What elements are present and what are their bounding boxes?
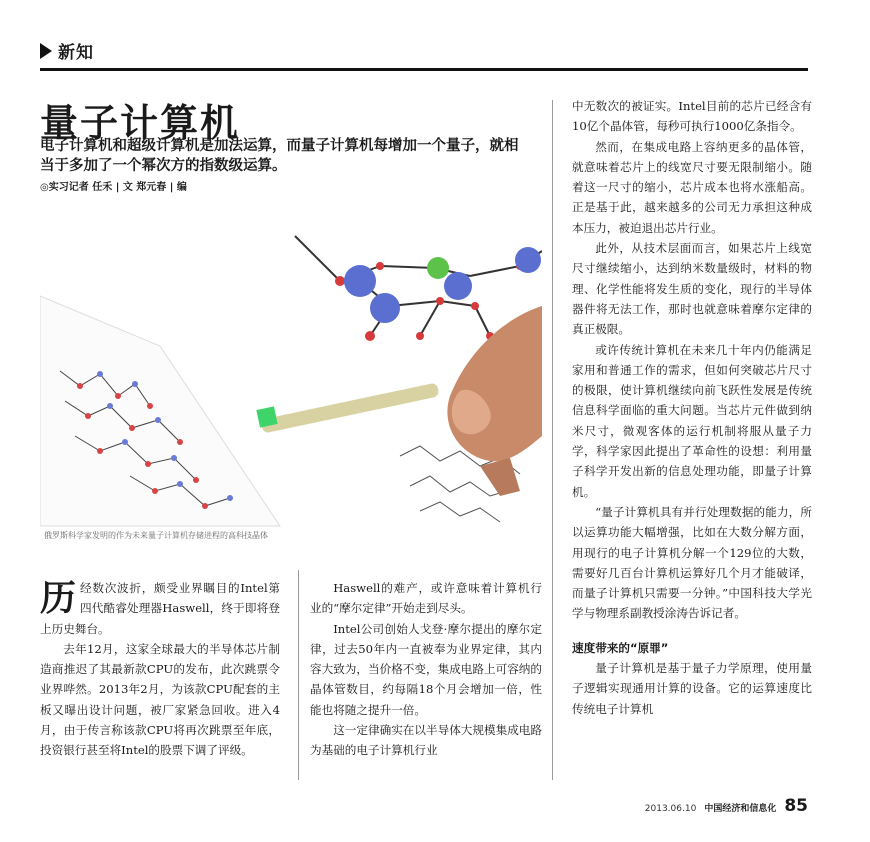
right-column — [572, 96, 812, 719]
paragraph: 然而，在集成电路上容纳更多的晶体管，就意味着芯片上的线宽尺寸要无限制缩小。随着这一尺寸的缩小，芯片成本也将水涨船高。正是基于此，越来越多的公司无力承担这种成本压力，被迫退出芯片行业。 — [572, 139, 812, 235]
paragraph: Intel公司创始人戈登·摩尔提出的摩尔定律，过去50年内一直被奉为业界定律，其内容大致为，当价格不变，集成电路上可容纳的晶体管数目，约每隔18个月会增加一倍，性能也将随之提升一倍。 — [310, 621, 542, 717]
paragraph: 或许传统计算机在未来几十年内仍能满足家用和普通工作的需求，但如何突破芯片尺寸的极限，使计算机继续向前飞跃性发展是传统信息科学面临的重大问题。当芯片元件做到纳米尺寸，微观客体的运行机制将服从量子力学，科学家因此提出了革命性的设想：利用量子科学开发出新的信息处理功能，即量子计算机。 — [572, 342, 812, 499]
paragraph: 量子计算机是基于量子力学原理，使用量子逻辑实现通用计算的设备。它的运算速度比传统电子计算机 — [572, 661, 812, 716]
drop-cap: 历 — [40, 578, 77, 619]
issue-date: 2013.06.10 — [644, 804, 697, 814]
page-footer — [645, 796, 808, 816]
header-rule — [40, 68, 808, 71]
triangle-marker-icon — [40, 43, 52, 59]
article-deck: 电子计算机和超级计算机是加法运算，而量子计算机每增加一个量子，就相当于多加了一个幂次方的指数级运算。 — [40, 138, 519, 174]
magazine-name: 中国经济和信息化 — [704, 804, 777, 814]
subheading: 速度带来的“原罪” — [572, 640, 669, 655]
figure-caption: 俄罗斯科学家发明的作为未来量子计算机存储进程的高科技晶体 — [44, 531, 268, 540]
paragraph: 去年12月，这家全球最大的半导体芯片制造商推迟了其最新款CPU的发布，此次跳票令业界哗然。2013年2月，为该款CPU配套的主板又曝出设计问题，被厂家紧急回收。进入4月，由于传言称该款CPU将再次跳票至年底，投资银行甚至将Intel的股票下调了评级。 — [40, 641, 280, 758]
crystal-lattice-left — [40, 296, 280, 526]
crystal-hand-illustration — [40, 196, 542, 528]
column-divider — [298, 570, 299, 780]
paragraph: 经数次波折，颇受业界瞩目的Intel第四代酷睿处理器Haswell，终于即将登上历史舞台。 — [40, 581, 280, 636]
paragraph: “量子计算机具有并行处理数据的能力，所以运算功能大幅增强，比如在大数分解方面，用现行的电子计算机分解一个129位的大数，需要好几百台计算机运算好几个月才能破译，而量子计算机只需要一分钟。”中国科技大学光学与物理系副教授涂涛告诉记者。 — [572, 504, 812, 621]
page-number: 85 — [784, 796, 808, 816]
column-divider — [552, 100, 553, 780]
paragraph: 中无数次的被证实。Intel目前的芯片已经含有10亿个晶体管，每秒可执行1000亿条指令。 — [572, 99, 812, 134]
paragraph: 这一定律确实在以半导体大规模集成电路为基础的电子计算机行业 — [310, 723, 542, 758]
middle-column — [310, 578, 542, 761]
section-header — [40, 38, 94, 63]
article-title: 量子计算机 — [40, 101, 241, 145]
article-byline: ◎实习记者 任禾 | 文 郑元春 | 编 — [40, 182, 187, 193]
paragraph: 此外，从技术层面而言，如果芯片上线宽尺寸继续缩小，达到纳米数量级时，材料的物理、化学性能将发生质的变化，现行的半导体器件将无法工作，那时也就意味着摩尔定律的真正极限。 — [572, 241, 812, 337]
left-column — [40, 578, 280, 761]
article-figure — [40, 196, 542, 528]
paragraph: Haswell的难产，或许意味着计算机行业的“摩尔定律”开始走到尽头。 — [310, 581, 542, 616]
section-label: 新知 — [58, 43, 94, 63]
hand-with-tool — [256, 306, 542, 496]
